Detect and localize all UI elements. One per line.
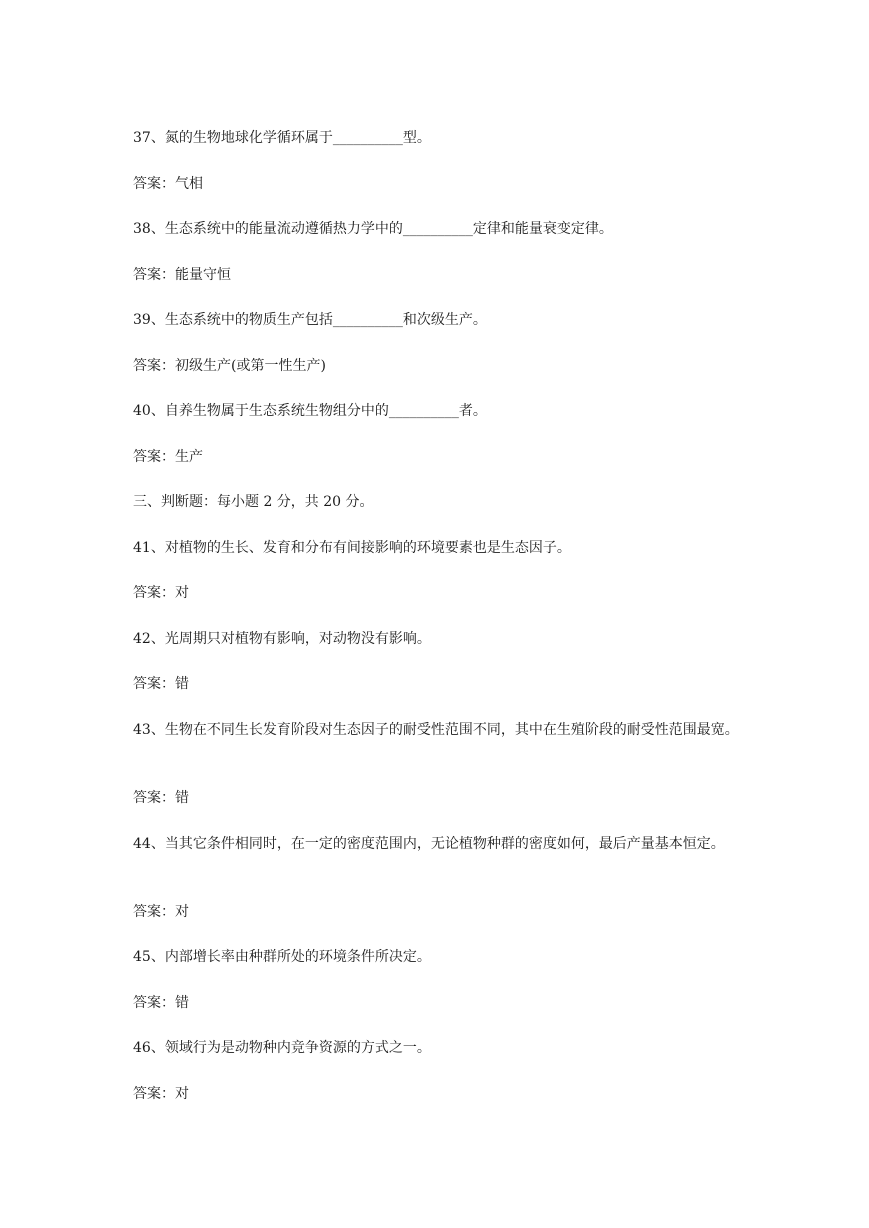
answer-46: 答案：对 xyxy=(133,1086,189,1102)
question-38: 38、生态系统中的能量流动遵循热力学中的__________定律和能量衰变定律。 xyxy=(133,221,613,237)
answer-37: 答案：气相 xyxy=(133,176,203,192)
question-40: 40、自养生物属于生态系统生物组分中的__________者。 xyxy=(133,403,487,419)
answer-38: 答案：能量守恒 xyxy=(133,267,231,283)
question-44: 44、当其它条件相同时，在一定的密度范围内，无论植物种群的密度如何，最后产量基本恒定。 xyxy=(133,836,725,852)
question-45: 45、内部增长率由种群所处的环境条件所决定。 xyxy=(133,949,431,965)
answer-45: 答案：错 xyxy=(133,995,189,1011)
question-46: 46、领域行为是动物种内竞争资源的方式之一。 xyxy=(133,1040,431,1056)
question-39: 39、生态系统中的物质生产包括__________和次级生产。 xyxy=(133,312,487,328)
answer-41: 答案：对 xyxy=(133,585,189,601)
answer-39: 答案：初级生产(或第一性生产) xyxy=(133,358,326,374)
answer-40: 答案：生产 xyxy=(133,449,203,465)
answer-44: 答案：对 xyxy=(133,904,189,920)
section-heading: 三、判断题：每小题 2 分，共 20 分。 xyxy=(133,494,374,510)
answer-42: 答案：错 xyxy=(133,676,189,692)
answer-43: 答案：错 xyxy=(133,790,189,806)
question-37: 37、氮的生物地球化学循环属于__________型。 xyxy=(133,130,431,146)
question-41: 41、对植物的生长、发育和分布有间接影响的环境要素也是生态因子。 xyxy=(133,540,571,556)
question-42: 42、光周期只对植物有影响，对动物没有影响。 xyxy=(133,631,431,647)
question-43: 43、生物在不同生长发育阶段对生态因子的耐受性范围不同，其中在生殖阶段的耐受性范围最宽。 xyxy=(133,722,739,738)
